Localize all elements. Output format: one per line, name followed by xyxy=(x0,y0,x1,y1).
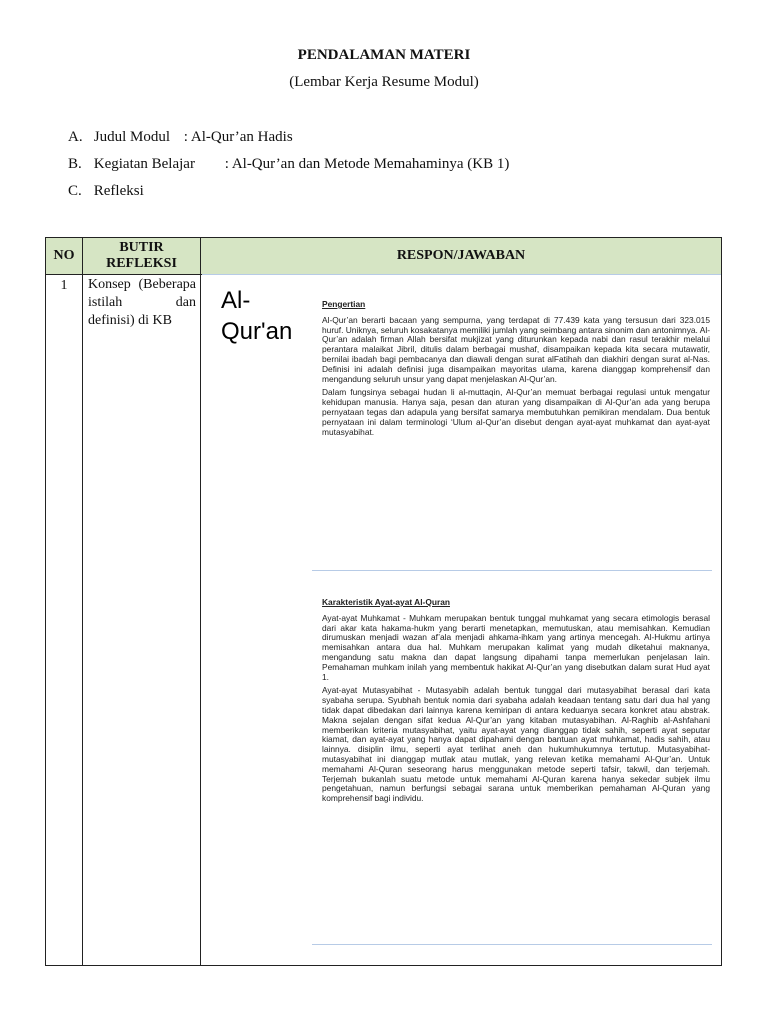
meta-sep: : xyxy=(183,129,188,145)
section-paragraph: Al-Qur’an berarti bacaan yang sempurna, yang terdapat di 77.439 kata yang tersusun dari 323.015 huruf. Uniknya, seluruh kosakatanya memiliki jumlah yang seimbang antara sinonim dan antonimnya. Al-Qur’an adalah firman Allah bersifat mukjizat yang diturunkan kepada nabi dan rasul terakhir melalui perantara malaikat Jibril, ditulis dalam berbagai mushaf, disampaikan kepada kita secara mutawatir, bernilai ibadah bagi pembacanya dan diawali dengan surat alFatihah dan diakhiri dengan surat al-Nas. Definisi ini adalah definisi juga disampaikan mayoritas ulama, karena dianggap komprehensif dan mengandung seluruh unsur yang dapat menjelaskan Al-Qur’an. xyxy=(322,314,710,384)
top-rule xyxy=(202,274,721,275)
section-karakteristik xyxy=(322,598,710,808)
column-divider xyxy=(82,238,83,965)
meta-letter: B. xyxy=(68,156,82,172)
meta-judul-modul xyxy=(68,129,293,146)
column-divider xyxy=(200,238,201,965)
butir-refleksi-text: Konsep (Beberapa istilah dan definisi) di KB xyxy=(88,277,196,328)
meta-label: Judul Modul xyxy=(93,129,171,145)
meta-kegiatan-belajar xyxy=(68,156,509,173)
header-respon-jawaban: RESPON/JAWABAN xyxy=(396,248,526,263)
meta-value: Al-Qur’an dan Metode Memahaminya (KB 1) xyxy=(231,156,510,172)
meta-letter: A. xyxy=(68,129,83,145)
page-subtitle: (Lembar Kerja Resume Modul) xyxy=(289,74,479,90)
header-butir-refleksi: BUTIR REFLEKSI xyxy=(106,240,177,271)
page-title: PENDALAMAN MATERI xyxy=(297,47,471,63)
meta-refleksi xyxy=(68,183,144,200)
section-divider xyxy=(312,570,712,571)
section-paragraph: Ayat-ayat Muhkamat - Muhkam merupakan bentuk tunggal muhkamat yang secara etimologis berasal dari akar kata hakama-hukm yang berarti menetapkan, memutuskan, atau memisahkan. Kemudian dirumuskan menjadi wazan af’ala menjadi ahkama-ihkam yang artinya mencegah. Al-Hukmu artinya memisahkan antara dua hal. Muhkam merupakan kalimat yang mudah diketahui maknanya, mengandung satu makna dan dapat langsung dipahami tanpa memerlukan penjelasan lain. Pemahaman muhkam inilah yang membentuk hakikat Al-Qur’an yang disebutkan dalam surat Hud ayat 1. xyxy=(322,612,710,682)
row-number: 1 xyxy=(60,278,68,293)
meta-value: Al-Qur’an Hadis xyxy=(190,129,293,145)
meta-label: Kegiatan Belajar xyxy=(93,156,195,172)
meta-sep: : xyxy=(224,156,229,172)
section-pengertian xyxy=(322,300,710,441)
section-paragraph: Dalam fungsinya sebagai hudan li al-muttaqin, Al-Qur’an memuat berbagai regulasi untuk mengatur kehidupan manusia. Hanya saja, pesan dan aturan yang disampaikan di Al-Qur’an ada yang berupa pernyataan tegas dan adapula yang bersifat samarya membutuhkan pemikiran mendalam. Dua bentuk pernyataan ini dalam terminologi ‘Ulum al-Qur’an disebut dengan ayat-ayat muhkamat dan ayat-ayat mutasyabihat. xyxy=(322,387,710,437)
section-divider xyxy=(312,944,712,945)
reflection-table xyxy=(45,237,722,966)
section-paragraph: Ayat-ayat Mutasyabihat - Mutasyabih adalah bentuk tunggal dari mutasyabihat berasal dari kata syabaha serupa. Syubhah bentuk nomia dari syabaha adalah keadaan tentang satu dari dua hal yang tidak dapat dibedakan dari lainnya karena kemiripan di antara keduanya secara konkret atau abstrak. Makna sejalan dengan sifat kedua Al-Qur’an yang kitaban mutasyabihan. Al-Raghib al-Ashfahani memberikan kriteria mutasyabihat, yaitu ayat-ayat yang dianggap tidak sahih, seperti ayat seputar kiamat, dan ayat-ayat yang hanya dapat dipahami dengan bantuan ayat muhkamat, hadis sahih, atau lainnya. disiplin ilmu, seperti ayat terlihat aneh dan hukumhukumnya tertutup. Mutasyabihat-mutasyabihat ini dianggap mutlak atau mutlak, yang relevan ketika memahami Al-Qur’an. Untuk memahami Al-Quran seseorang harus menggunakan metode seperti tafsir, takwil, dan terjemah. Terjemah bukanlah suatu metode untuk memahami Al-Quran karena hanya sekedar subjek ilmu pengetahuan, namun berfungsi sebagai sarana untuk memberikan pemahaman Al-Quran yang komprehensif bagi individu. xyxy=(322,685,710,804)
header-no: NO xyxy=(53,248,75,263)
al-quran-heading: Al- Qur'an xyxy=(221,287,293,345)
response-panel xyxy=(202,274,721,965)
section-heading: Karakteristik Ayat-ayat Al-Quran xyxy=(322,597,450,607)
section-heading: Pengertian xyxy=(322,299,366,309)
meta-label: Refleksi xyxy=(93,183,144,199)
meta-letter: C. xyxy=(68,183,82,199)
